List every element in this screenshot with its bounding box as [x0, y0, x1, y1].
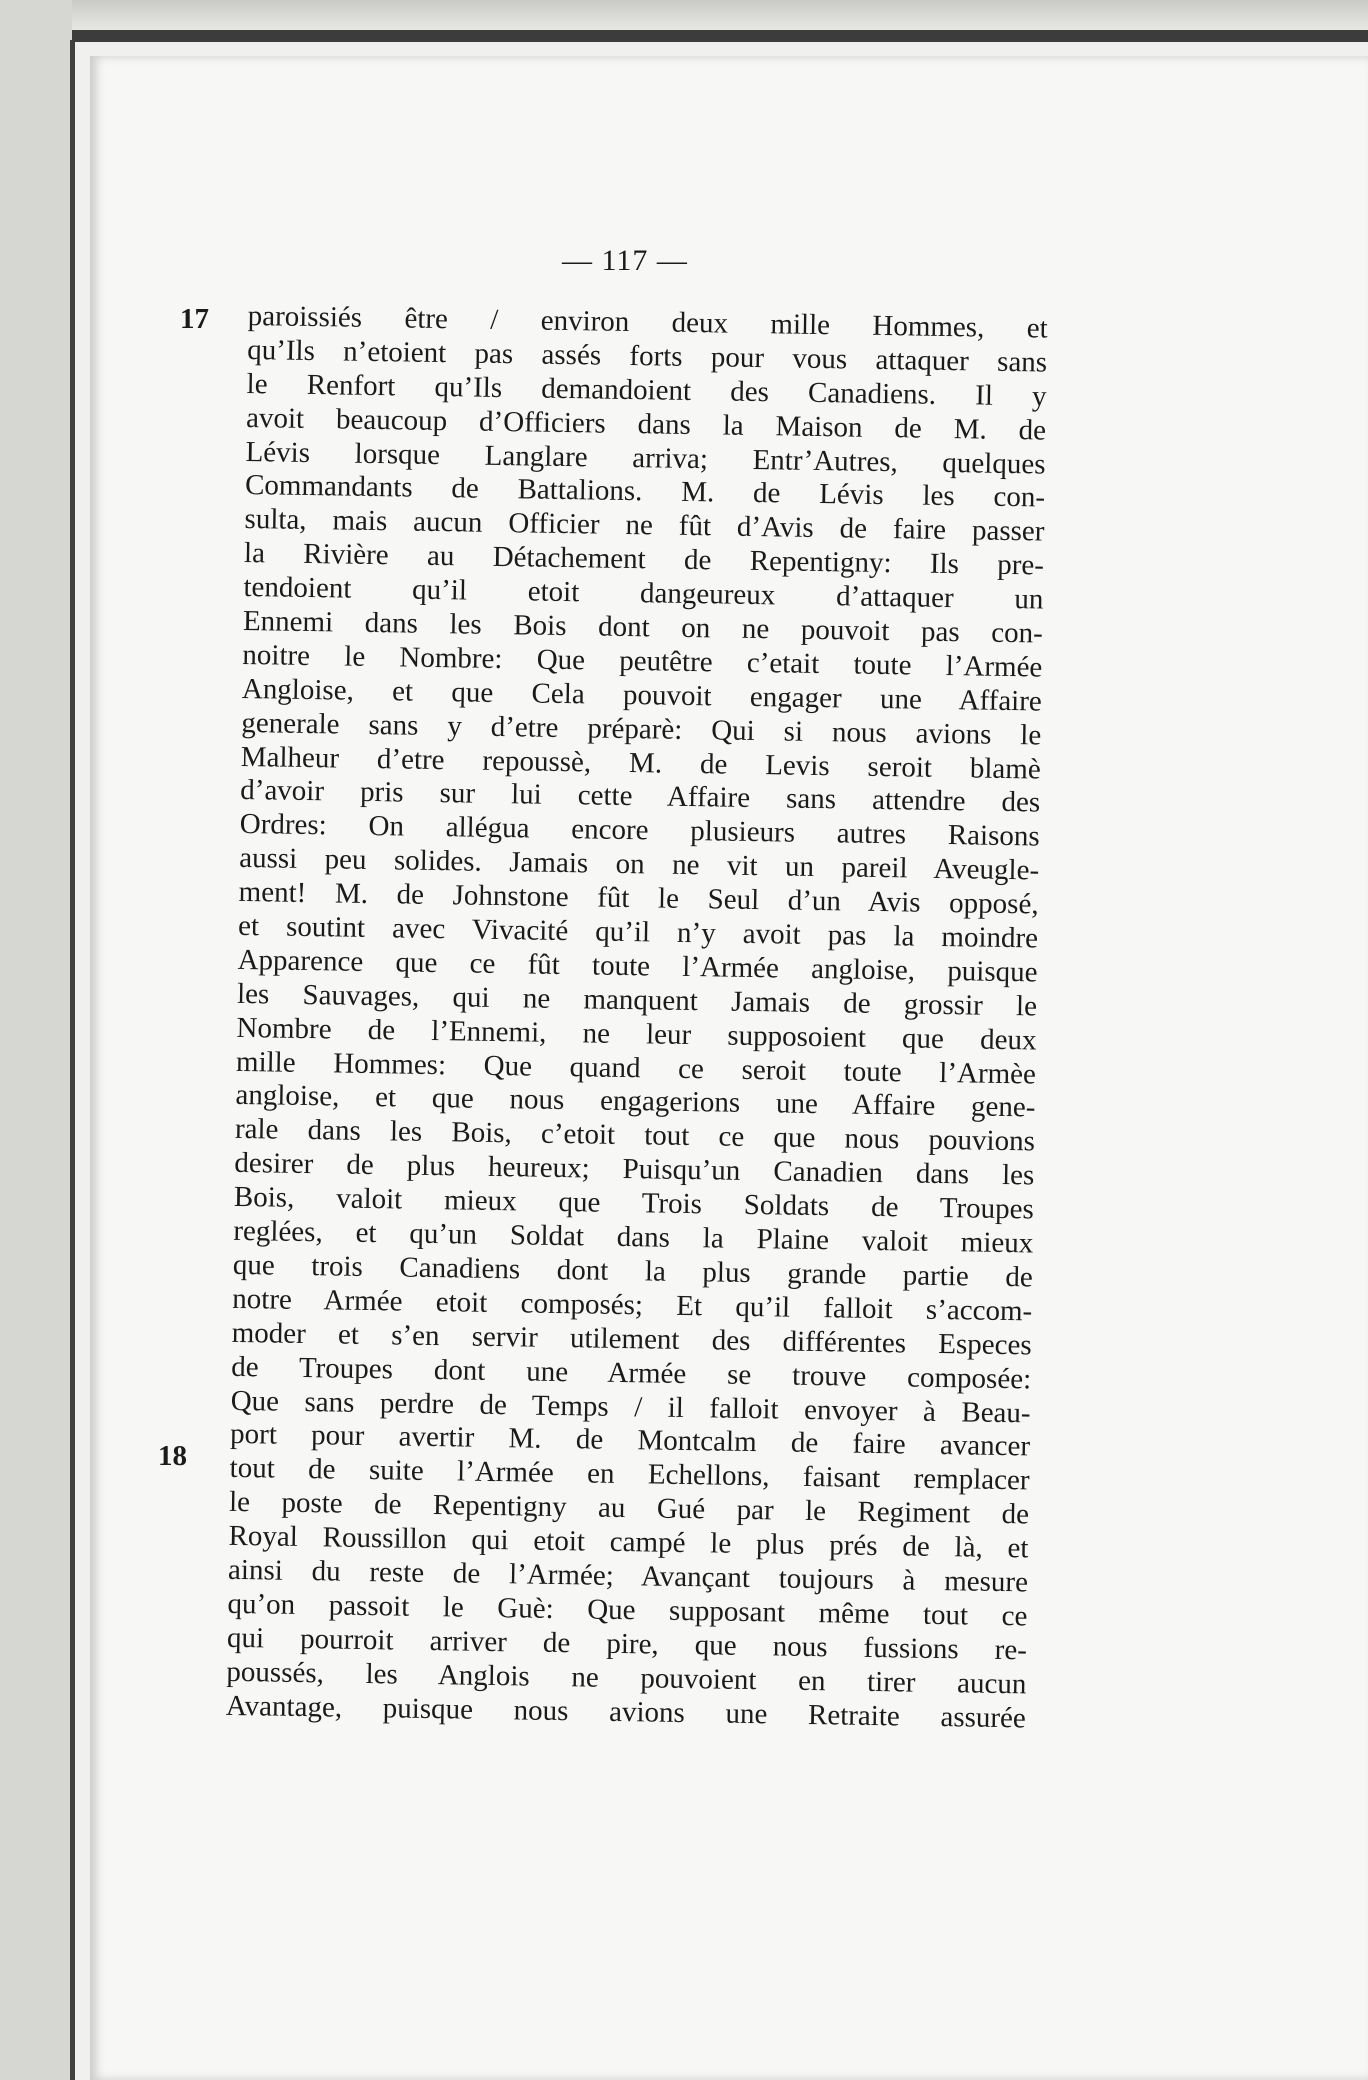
text-line: Ennemi dans les Bois dont on ne pouvoit pas con-: [242, 604, 1044, 650]
text-line: generale sans y d’etre préparè: Qui si nous avions le: [241, 706, 1042, 752]
text-line: et soutint avec Vivacité qu’il n’y avoit pas la moindre: [237, 909, 1039, 955]
facing-page-edge: [0, 0, 72, 2080]
text-line: reglées, et qu’un Soldat dans la Plaine valoit mieux: [233, 1214, 1034, 1260]
text-line: tendoient qu’il etoit dangeureux d’attaquer un: [243, 571, 1044, 616]
text-line: Lévis lorsque Langlare arriva; Entr’Autres, quelques: [245, 435, 1046, 481]
text-line: Ordres: On allégua encore plusieurs autres Raisons: [239, 808, 1040, 853]
text-line: qu’on passoit le Guè: Que supposant même tout ce: [227, 1587, 1028, 1633]
text-line: ainsi du reste de l’Armée; Avançant toujours à mesure: [227, 1553, 1029, 1599]
text-line: Avantage, puisque nous avions une Retraite assurée: [225, 1689, 1027, 1734]
text-line: Malheur d’etre repoussè, M. de Levis seroit blamè: [240, 740, 1041, 786]
text-line: notre Armée etoit composés; Et qu’il falloit s’accom-: [232, 1282, 1033, 1328]
text-line: d’avoir pris sur lui cette Affaire sans attendre des: [240, 774, 1041, 819]
text-line: Nombre de l’Ennemi, ne leur supposoient que deux: [236, 1011, 1037, 1057]
text-line: que trois Canadiens dont la plus grande partie de: [232, 1248, 1033, 1294]
margin-reference-17: 17: [180, 303, 209, 335]
text-line: Royal Roussillon qui etoit campé le plus prés de là, et: [228, 1519, 1029, 1565]
text-line: qui pourroit arriver de pire, que nous fussions re-: [226, 1621, 1028, 1667]
text-line: paroissiés être / environ deux mille Hommes, et: [247, 300, 1048, 345]
text-line: rale dans les Bois, c’etoit tout ce que nous pouvions: [234, 1113, 1036, 1158]
text-line: tout de suite l’Armée en Echellons, faisant remplacer: [229, 1452, 1030, 1497]
text-line: avoit beaucoup d’Officiers dans la Maison de M. de: [245, 401, 1047, 447]
text-line: desirer de plus heureux; Puisqu’un Canadien dans les: [234, 1147, 1035, 1192]
page-top-edge: [72, 30, 1368, 42]
text-line: de Troupes dont une Armée se trouve composée:: [230, 1350, 1032, 1396]
text-line: Commandants de Battalions. M. de Lévis les con-: [244, 469, 1046, 514]
text-line: port pour avertir M. de Montcalm de faire avancer: [229, 1418, 1031, 1463]
text-line: Que sans perdre de Temps / il falloit envoyer à Beau-: [230, 1384, 1031, 1429]
text-line: le Renfort qu’Ils demandoient des Canadiens. Il y: [246, 367, 1047, 413]
text-line: qu’Ils n’etoient pas assés forts pour vous attaquer sans: [246, 333, 1048, 379]
text-line: les Sauvages, qui ne manquent Jamais de grossir le: [236, 977, 1038, 1023]
text-line: aussi peu solides. Jamais on ne vit un pareil Aveugle-: [238, 842, 1040, 887]
text-line: sulta, mais aucun Officier ne fût d’Avis de faire passer: [244, 503, 1045, 548]
text-line: angloise, et que nous engagerions une Affaire gene-: [235, 1079, 1036, 1124]
text-line: ment! M. de Johnstone fût le Seul d’un Avis opposé,: [238, 876, 1039, 921]
text-line: Apparence que ce fût toute l’Armée angloise, puisque: [237, 943, 1038, 989]
text-line: moder et s’en servir utilement des différentes Especes: [231, 1316, 1032, 1362]
binding-shadow: [70, 40, 75, 2080]
body-text: [224, 300, 1047, 1812]
text-line: la Rivière au Détachement de Repentigny: Ils pre-: [243, 537, 1045, 582]
text-line: Bois, valoit mieux que Trois Soldats de Troupes: [233, 1181, 1035, 1226]
text-line: le poste de Repentigny au Gué par le Regiment de: [228, 1486, 1030, 1531]
text-line: Angloise, et que Cela pouvoit engager une Affaire: [241, 672, 1043, 718]
text-line: mille Hommes: Que quand ce seroit toute l’Armèe: [235, 1045, 1037, 1091]
scanner-top-shadow: [72, 0, 1368, 30]
margin-reference-18: 18: [158, 1440, 187, 1472]
page-number: — 117 —: [562, 244, 688, 277]
text-line: noitre le Nombre: Que peutêtre c’etait toute l’Armée: [242, 638, 1043, 684]
text-line: poussés, les Anglois ne pouvoient en tirer aucun: [226, 1655, 1027, 1701]
